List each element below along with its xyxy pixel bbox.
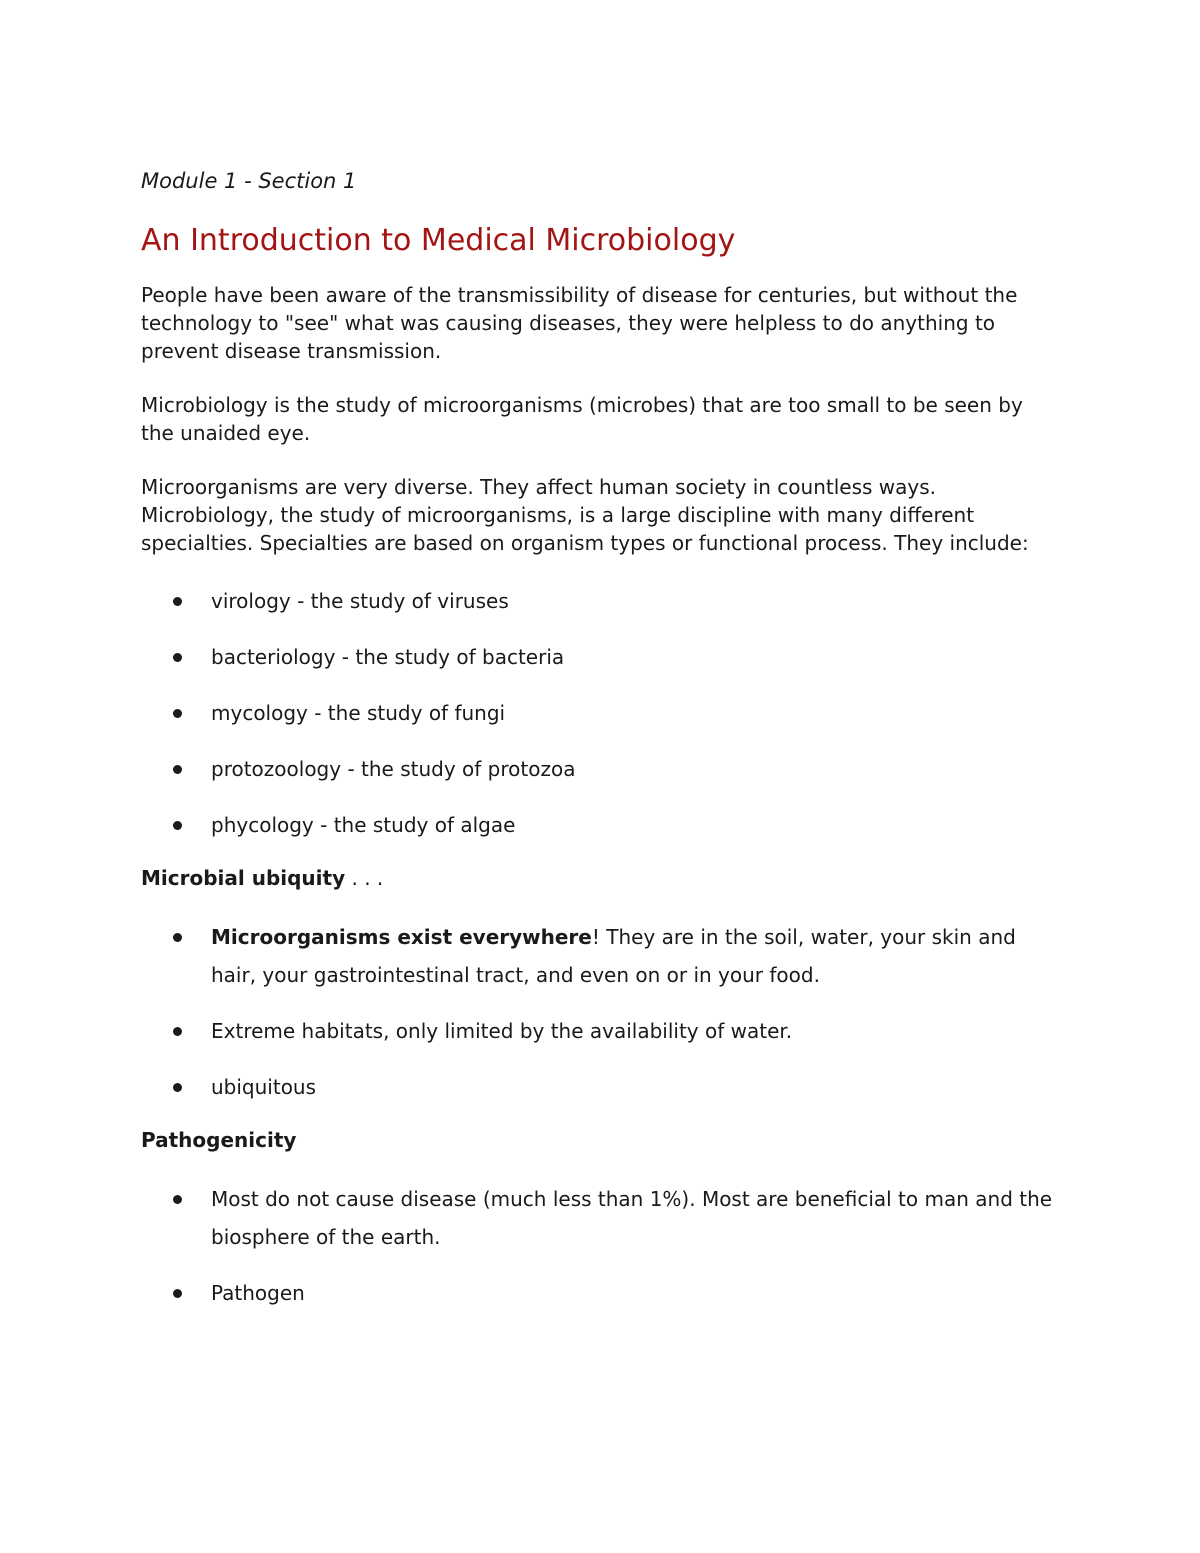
bullet-icon <box>173 597 182 606</box>
list-item-text: ! They are in the soil, water, your skin and hair, your gastrointestinal tract, and even on or in your food. <box>211 925 1016 987</box>
bullet-icon <box>173 1083 182 1092</box>
list-item-text: virology - the study of viruses <box>211 589 509 613</box>
pathogenicity-list <box>141 1180 1056 1312</box>
ubiquity-heading-suffix: . . . <box>345 866 384 890</box>
list-item <box>141 1180 1056 1256</box>
pathogenicity-heading <box>141 1126 1056 1154</box>
document-title: An Introduction to Medical Microbiology <box>141 223 736 258</box>
ubiquity-heading-text: Microbial ubiquity <box>141 866 346 890</box>
ubiquity-heading <box>141 864 1056 892</box>
list-item <box>141 1274 1056 1312</box>
list-item-text: protozoology - the study of protozoa <box>211 757 576 781</box>
intro-paragraph: People have been aware of the transmissibility of disease for centuries, but without the technology to "see" what was causing diseases, they were helpless to do anything to prevent disease transmission. <box>141 283 1018 363</box>
bullet-icon <box>173 653 182 662</box>
ubiquity-list <box>141 918 1056 1106</box>
list-item <box>141 638 1056 676</box>
bullet-icon <box>173 765 182 774</box>
list-item-emphasis: Microorganisms exist everywhere <box>211 925 592 949</box>
bullet-icon <box>173 821 182 830</box>
list-item <box>141 694 1056 732</box>
specialties-list <box>141 582 1056 844</box>
diversity-paragraph: Microorganisms are very diverse. They affect human society in countless ways. Microbiology, the study of microorganisms, is a large discipline with many different specialties. Specialties are based on organism types or functional process. They include: <box>141 475 1029 555</box>
bullet-icon <box>173 933 182 942</box>
list-item-text: Extreme habitats, only limited by the availability of water. <box>211 1019 793 1043</box>
pathogenicity-heading-text: Pathogenicity <box>141 1128 297 1152</box>
list-item <box>141 750 1056 788</box>
bullet-icon <box>173 1027 182 1036</box>
list-item-text: phycology - the study of algae <box>211 813 516 837</box>
list-item <box>141 1068 1056 1106</box>
bullet-icon <box>173 709 182 718</box>
list-item-text: Most do not cause disease (much less than 1%). Most are beneficial to man and the biosphere of the earth. <box>211 1187 1053 1249</box>
bullet-icon <box>173 1195 182 1204</box>
list-item-text: Pathogen <box>211 1281 305 1305</box>
list-item-text: ubiquitous <box>211 1075 317 1099</box>
list-item <box>141 918 1056 994</box>
document-content <box>141 166 1056 1312</box>
list-item-text: bacteriology - the study of bacteria <box>211 645 565 669</box>
bullet-icon <box>173 1289 182 1298</box>
list-item <box>141 582 1056 620</box>
list-item <box>141 1012 1056 1050</box>
definition-paragraph: Microbiology is the study of microorganisms (microbes) that are too small to be seen by the unaided eye. <box>141 393 1023 445</box>
list-item <box>141 806 1056 844</box>
module-label: Module 1 - Section 1 <box>141 169 357 193</box>
list-item-text: mycology - the study of fungi <box>211 701 506 725</box>
